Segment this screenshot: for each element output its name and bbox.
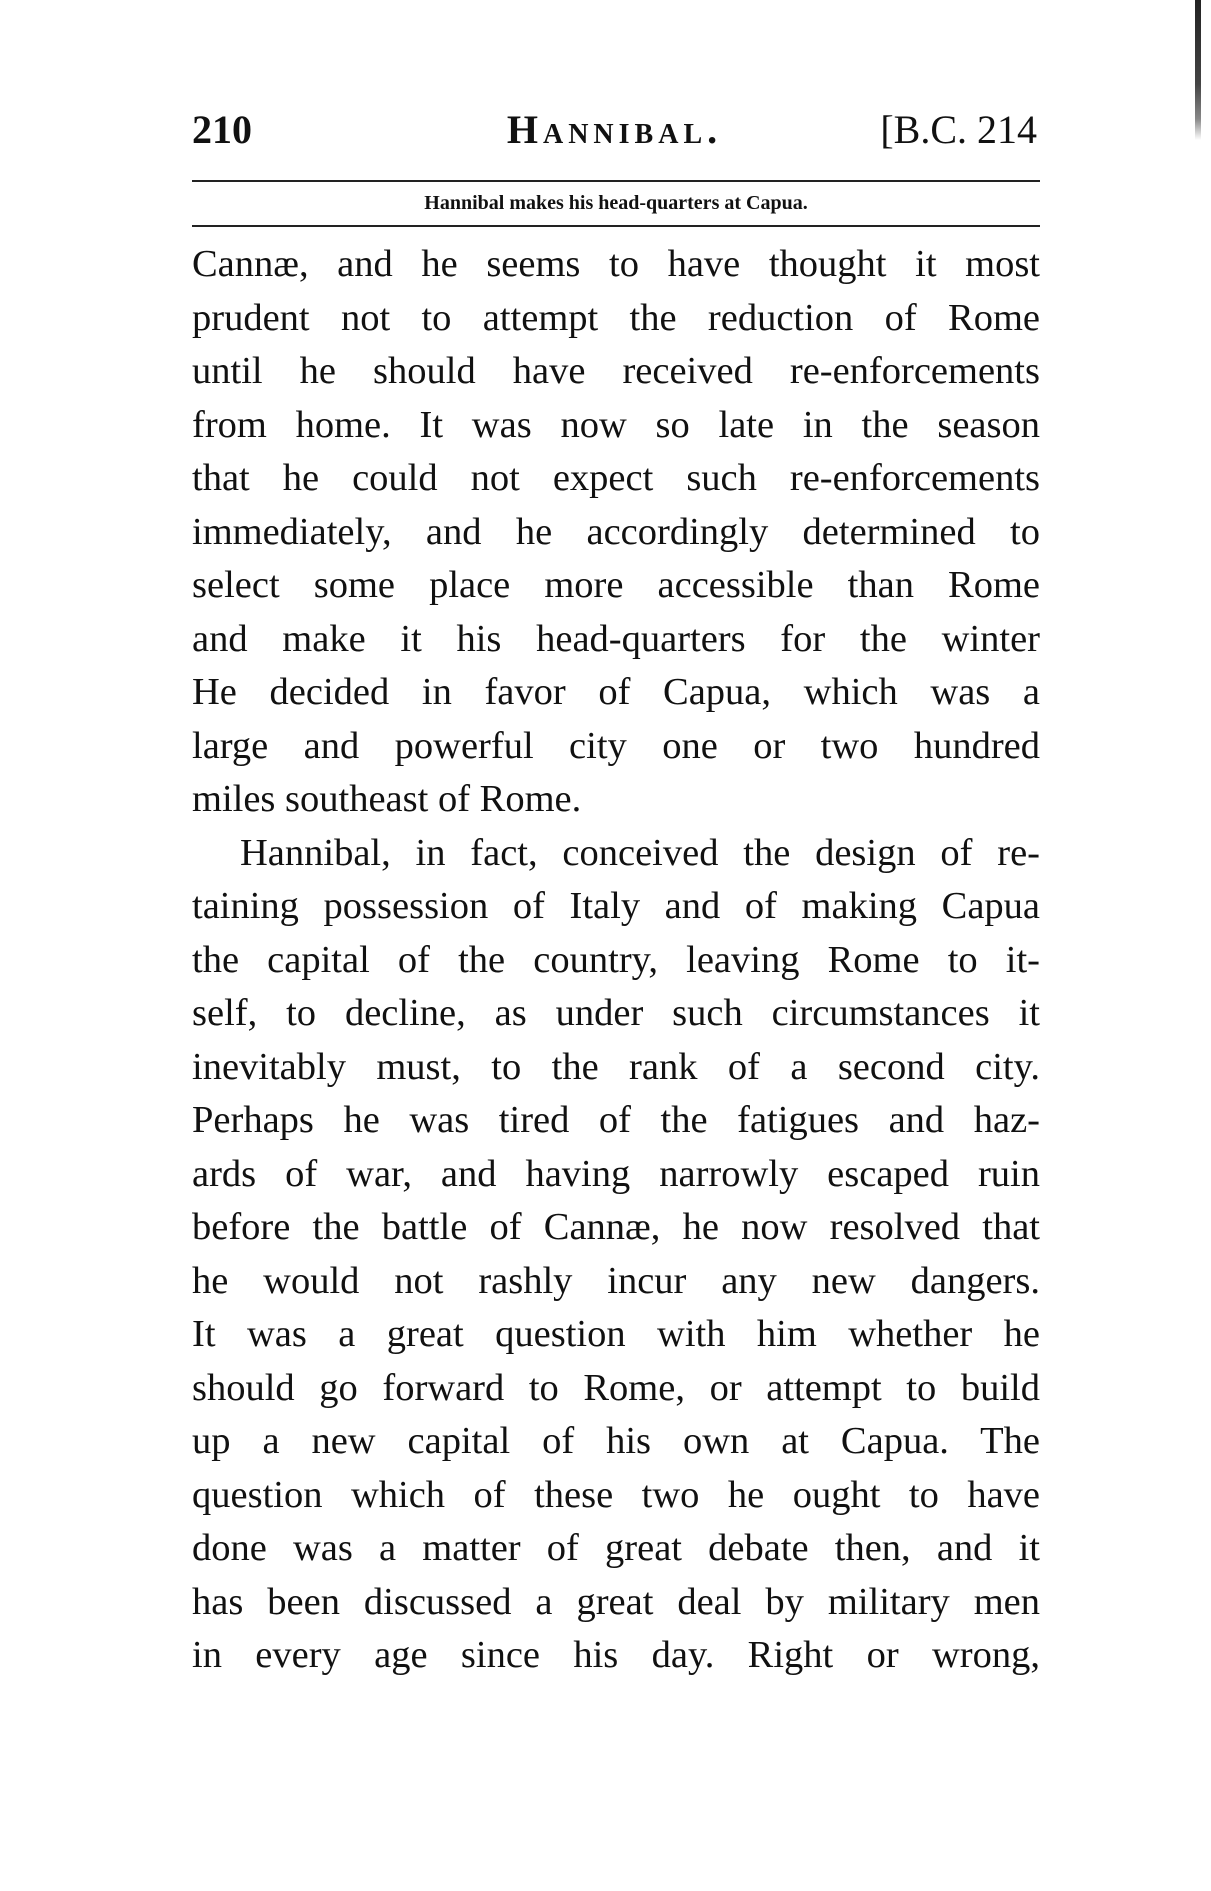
- year-reference: [B.C. 214: [880, 107, 1037, 152]
- text-line: up a new capital of his own at Capua. The: [192, 1420, 1040, 1462]
- text-line: the capital of the country, leaving Rome to it-: [192, 938, 1040, 981]
- text-line: select some place more accessible than Rome: [192, 564, 1040, 606]
- text-line: large and powerful city one or two hundred: [192, 724, 1040, 767]
- text-line: self, to decline, as under such circumstances it: [192, 992, 1040, 1034]
- text-line: miles southeast of Rome.: [192, 778, 582, 820]
- header-rule-bottom: [192, 225, 1040, 227]
- text-line: Hannibal, in fact, conceived the design of re-: [240, 831, 1040, 874]
- text-line: before the battle of Cannæ, he now resolved that: [192, 1206, 1040, 1248]
- text-line: question which of these two he ought to have: [192, 1473, 1040, 1516]
- text-line: he would not rashly incur any new dangers.: [192, 1259, 1040, 1302]
- page-number: 210: [192, 107, 252, 152]
- text-line: from home. It was now so late in the season: [192, 403, 1040, 446]
- body-text: [192, 238, 1040, 1683]
- text-line: should go forward to Rome, or attempt to build: [192, 1366, 1040, 1409]
- page-header: [192, 100, 1037, 160]
- text-line: taining possession of Italy and of making Capua: [192, 885, 1040, 927]
- running-title: Hannibal.: [506, 107, 723, 152]
- section-subheading: Hannibal makes his head-quarters at Capua.: [424, 192, 808, 214]
- text-line: ards of war, and having narrowly escaped ruin: [192, 1152, 1040, 1195]
- text-line: prudent not to attempt the reduction of Rome: [192, 296, 1040, 339]
- header-rule-top: [192, 180, 1040, 182]
- text-line: in every age since his day. Right or wrong,: [192, 1634, 1040, 1676]
- text-line: It was a great question with him whether he: [192, 1313, 1040, 1355]
- text-line: done was a matter of great debate then, and it: [192, 1527, 1040, 1569]
- scan-edge-mark: [1195, 0, 1201, 140]
- text-line: until he should have received re-enforcements: [192, 350, 1040, 392]
- text-line: Cannæ, and he seems to have thought it most: [192, 243, 1040, 285]
- text-line: inevitably must, to the rank of a second city.: [192, 1045, 1040, 1088]
- text-line: Perhaps he was tired of the fatigues and haz-: [192, 1099, 1040, 1141]
- text-line: that he could not expect such re-enforcements: [192, 457, 1040, 499]
- text-line: He decided in favor of Capua, which was a: [192, 671, 1040, 713]
- text-line: immediately, and he accordingly determined to: [192, 510, 1040, 553]
- text-line: has been discussed a great deal by military men: [192, 1580, 1040, 1623]
- text-line: and make it his head-quarters for the winter: [192, 617, 1040, 660]
